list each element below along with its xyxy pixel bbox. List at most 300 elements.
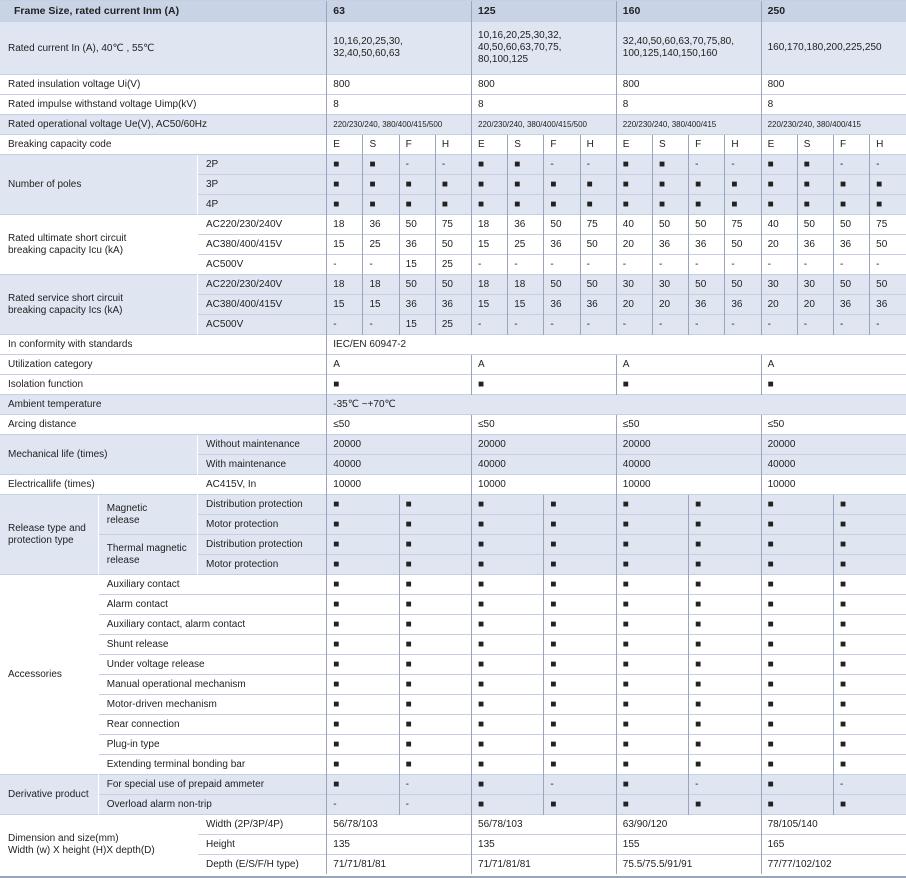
code-cell: ■ [327, 155, 363, 175]
table-row [0, 495, 906, 515]
frame-value: 135 [327, 835, 472, 855]
mark-cell: ■ [327, 615, 399, 635]
mark-cell: ■ [327, 655, 399, 675]
code-cell: 75 [580, 215, 616, 235]
code-cell: ■ [544, 195, 580, 215]
table-row [0, 335, 906, 355]
code-cell: - [833, 155, 869, 175]
code-cell: E [472, 135, 508, 155]
code-cell: 30 [761, 275, 797, 295]
mark-cell: ■ [689, 675, 761, 695]
code-cell: 50 [725, 275, 761, 295]
mark-cell: ■ [761, 575, 833, 595]
code-cell: - [870, 155, 906, 175]
mark-cell: ■ [833, 635, 906, 655]
mark-cell: ■ [327, 595, 399, 615]
mark-cell: ■ [399, 675, 471, 695]
sub-label: AC500V [198, 255, 327, 275]
code-cell: 36 [399, 295, 435, 315]
frame-value: 56/78/103 [327, 815, 472, 835]
mark-cell: ■ [761, 655, 833, 675]
code-cell: ■ [833, 175, 869, 195]
code-cell: E [327, 135, 363, 155]
code-cell: - [725, 315, 761, 335]
mark-cell: ■ [689, 755, 761, 775]
table-header-title: Frame Size, rated current Inm (A) [0, 1, 327, 22]
table-row [0, 595, 906, 615]
code-cell: ■ [652, 155, 688, 175]
mark-cell: ■ [544, 635, 616, 655]
mark-cell: ■ [833, 655, 906, 675]
code-cell: - [870, 255, 906, 275]
sub-label: Extending terminal bonding bar [98, 755, 327, 775]
frame-value: 63/90/120 [616, 815, 761, 835]
code-cell: ■ [399, 175, 435, 195]
frame-value: ■ [761, 375, 906, 395]
code-cell: - [870, 315, 906, 335]
mark-cell: ■ [472, 495, 544, 515]
row-label: Rated insulation voltage Ui(V) [0, 75, 327, 95]
mark-cell: ■ [472, 655, 544, 675]
table-row [0, 755, 906, 775]
code-cell: 36 [435, 295, 471, 315]
code-cell: 15 [363, 295, 399, 315]
table-row [0, 135, 906, 155]
mark-cell: - [544, 775, 616, 795]
mark-cell: ■ [472, 535, 544, 555]
mark-cell: ■ [472, 575, 544, 595]
frame-value: ■ [327, 375, 472, 395]
code-cell: H [580, 135, 616, 155]
mark-cell: ■ [544, 495, 616, 515]
rated-current-value: 10,16,20,25,30,32, 40,50,60,63,70,75, 80,100,125 [472, 22, 617, 75]
mark-cell: ■ [472, 635, 544, 655]
frame-value: 75.5/75.5/91/91 [616, 855, 761, 875]
mark-cell: ■ [833, 795, 906, 815]
mark-cell: ■ [833, 715, 906, 735]
code-cell: ■ [580, 195, 616, 215]
mark-cell: ■ [327, 635, 399, 655]
frame-value: A [327, 355, 472, 375]
code-cell: ■ [761, 155, 797, 175]
code-cell: ■ [327, 175, 363, 195]
code-cell: - [544, 315, 580, 335]
code-cell: ■ [616, 155, 652, 175]
frame-header: 160 [616, 1, 761, 22]
mark-cell: ■ [544, 715, 616, 735]
frame-value: 800 [616, 75, 761, 95]
mark-cell: ■ [689, 495, 761, 515]
code-cell: 50 [833, 275, 869, 295]
sub-label: Plug-in type [98, 735, 327, 755]
mark-cell: ■ [761, 715, 833, 735]
code-cell: 25 [435, 255, 471, 275]
code-cell: 15 [472, 235, 508, 255]
table-row [0, 635, 906, 655]
code-cell: 30 [652, 275, 688, 295]
code-cell: ■ [797, 195, 833, 215]
code-cell: 30 [797, 275, 833, 295]
mark-cell: ■ [399, 495, 471, 515]
mark-cell: ■ [544, 695, 616, 715]
ambient-value: -35℃ ~+70℃ [327, 395, 906, 415]
standards-value: IEC/EN 60947-2 [327, 335, 906, 355]
code-cell: - [725, 255, 761, 275]
mark-cell: - [327, 795, 399, 815]
frame-value: ≤50 [761, 415, 906, 435]
code-cell: - [797, 255, 833, 275]
sub-label: Alarm contact [98, 595, 327, 615]
sub-label: AC415V, In [198, 475, 327, 495]
row-label: Rated ultimate short circuit breaking capacity Icu (kA) [0, 215, 198, 275]
code-cell: 36 [580, 295, 616, 315]
rated-current-value: 32,40,50,60,63,70,75,80, 100,125,140,150,160 [616, 22, 761, 75]
sub-label: Auxiliary contact [98, 575, 327, 595]
mark-cell: ■ [689, 635, 761, 655]
mark-cell: ■ [544, 795, 616, 815]
table-row [0, 275, 906, 295]
frame-header: 125 [472, 1, 617, 22]
code-cell: - [689, 155, 725, 175]
table-row [0, 435, 906, 455]
sub-label: AC220/230/240V [198, 215, 327, 235]
code-cell: 15 [399, 255, 435, 275]
code-cell: ■ [725, 175, 761, 195]
code-cell: 50 [689, 215, 725, 235]
mark-cell: - [399, 775, 471, 795]
row-label: Electricallife (times) [0, 475, 198, 495]
mark-cell: ■ [399, 575, 471, 595]
code-cell: H [435, 135, 471, 155]
frame-value: 800 [761, 75, 906, 95]
sub-label: Overload alarm non-trip [98, 795, 327, 815]
row-label: Utilization category [0, 355, 327, 375]
table-row [0, 775, 906, 795]
mark-cell: ■ [544, 555, 616, 575]
mark-cell: - [399, 795, 471, 815]
code-cell: 50 [870, 275, 906, 295]
code-cell: 15 [508, 295, 544, 315]
sub-label: Shunt release [98, 635, 327, 655]
code-cell: - [508, 255, 544, 275]
frame-value: 135 [472, 835, 617, 855]
code-cell: ■ [363, 155, 399, 175]
mark-cell: ■ [472, 695, 544, 715]
code-cell: - [580, 155, 616, 175]
code-cell: 50 [435, 275, 471, 295]
mark-cell: ■ [327, 535, 399, 555]
mark-cell: ■ [833, 515, 906, 535]
code-cell: ■ [472, 195, 508, 215]
table-row [0, 395, 906, 415]
mark-cell: ■ [399, 755, 471, 775]
frame-value: 20000 [616, 435, 761, 455]
code-cell: 50 [797, 215, 833, 235]
table-row [0, 735, 906, 755]
mark-cell: ■ [833, 675, 906, 695]
frame-value: 220/230/240, 380/400/415 [761, 115, 906, 135]
code-cell: - [363, 255, 399, 275]
code-cell: 36 [544, 295, 580, 315]
mark-cell: ■ [399, 655, 471, 675]
sub-label: Distribution protection [198, 535, 327, 555]
code-cell: 20 [797, 295, 833, 315]
mark-cell: ■ [616, 795, 688, 815]
mark-cell: ■ [761, 755, 833, 775]
code-cell: ■ [472, 155, 508, 175]
mark-cell: ■ [544, 735, 616, 755]
sub-label: Without maintenance [198, 435, 327, 455]
code-cell: ■ [508, 175, 544, 195]
frame-value: ≤50 [327, 415, 472, 435]
mark-cell: ■ [544, 595, 616, 615]
mark-cell: ■ [616, 715, 688, 735]
code-cell: - [363, 315, 399, 335]
table-row [0, 715, 906, 735]
frame-value: 40000 [761, 455, 906, 475]
sub-label: Motor protection [198, 515, 327, 535]
code-cell: ■ [761, 195, 797, 215]
mark-cell: ■ [472, 775, 544, 795]
code-cell: - [797, 315, 833, 335]
code-cell: F [833, 135, 869, 155]
mark-cell: ■ [833, 575, 906, 595]
code-cell: H [725, 135, 761, 155]
mark-cell: ■ [616, 495, 688, 515]
mark-cell: ■ [616, 755, 688, 775]
mark-cell: ■ [616, 535, 688, 555]
mark-cell: ■ [833, 755, 906, 775]
mark-cell: ■ [544, 535, 616, 555]
mark-cell: ■ [833, 555, 906, 575]
mark-cell: ■ [327, 675, 399, 695]
mark-cell: ■ [616, 575, 688, 595]
code-cell: - [833, 315, 869, 335]
table-row [0, 695, 906, 715]
mark-cell: ■ [616, 655, 688, 675]
table-row [0, 675, 906, 695]
code-cell: - [616, 315, 652, 335]
sub-label: Width (2P/3P/4P) [198, 815, 327, 835]
mark-cell: ■ [327, 755, 399, 775]
frame-value: 10000 [616, 475, 761, 495]
row-label: In conformity with standards [0, 335, 327, 355]
frame-value: 40000 [472, 455, 617, 475]
code-cell: 18 [508, 275, 544, 295]
code-cell: 20 [761, 235, 797, 255]
frame-value: ≤50 [472, 415, 617, 435]
table-row [0, 615, 906, 635]
code-cell: 20 [616, 235, 652, 255]
mark-cell: ■ [616, 595, 688, 615]
mark-cell: ■ [761, 615, 833, 635]
sub-label: Depth (E/S/F/H type) [198, 855, 327, 875]
frame-value: 220/230/240, 380/400/415/500 [327, 115, 472, 135]
code-cell: - [508, 315, 544, 335]
code-cell: S [797, 135, 833, 155]
code-cell: - [580, 255, 616, 275]
table-row [0, 655, 906, 675]
code-cell: 36 [363, 215, 399, 235]
code-cell: 50 [544, 215, 580, 235]
frame-value: 8 [616, 95, 761, 115]
code-cell: 15 [327, 295, 363, 315]
mark-cell: ■ [616, 515, 688, 535]
frame-value: 20000 [761, 435, 906, 455]
table-row [0, 1, 906, 22]
mark-cell: ■ [327, 515, 399, 535]
code-cell: 20 [652, 295, 688, 315]
code-cell: 18 [472, 275, 508, 295]
mark-cell: ■ [616, 775, 688, 795]
code-cell: ■ [616, 195, 652, 215]
mark-cell: ■ [761, 555, 833, 575]
code-cell: 40 [761, 215, 797, 235]
mark-cell: ■ [327, 715, 399, 735]
code-cell: S [363, 135, 399, 155]
mark-cell: ■ [689, 535, 761, 555]
code-cell: 75 [435, 215, 471, 235]
release-group-label: Magnetic release [98, 495, 197, 535]
code-cell: F [544, 135, 580, 155]
mark-cell: ■ [616, 635, 688, 655]
code-cell: 50 [833, 215, 869, 235]
code-cell: ■ [363, 195, 399, 215]
code-cell: ■ [652, 175, 688, 195]
mark-cell: ■ [761, 735, 833, 755]
mark-cell: ■ [761, 695, 833, 715]
mark-cell: ■ [472, 715, 544, 735]
code-cell: H [870, 135, 906, 155]
code-cell: - [435, 155, 471, 175]
frame-value: 220/230/240, 380/400/415/500 [472, 115, 617, 135]
mark-cell: ■ [327, 695, 399, 715]
code-cell: 40 [616, 215, 652, 235]
code-cell: 20 [761, 295, 797, 315]
sub-label: AC380/400/415V [198, 235, 327, 255]
code-cell: 36 [399, 235, 435, 255]
code-cell: - [689, 315, 725, 335]
mark-cell: ■ [544, 575, 616, 595]
mark-cell: ■ [327, 495, 399, 515]
mark-cell: ■ [472, 795, 544, 815]
row-label: Release type and protection type [0, 495, 98, 575]
frame-value: 155 [616, 835, 761, 855]
code-cell: 25 [508, 235, 544, 255]
row-label: Arcing distance [0, 415, 327, 435]
code-cell: 75 [725, 215, 761, 235]
sub-label: For special use of prepaid ammeter [98, 775, 327, 795]
mark-cell: ■ [761, 515, 833, 535]
mark-cell: ■ [616, 675, 688, 695]
code-cell: 30 [616, 275, 652, 295]
code-cell: 15 [472, 295, 508, 315]
mark-cell: ■ [833, 595, 906, 615]
code-cell: ■ [472, 175, 508, 195]
mark-cell: ■ [761, 495, 833, 515]
mark-cell: ■ [689, 715, 761, 735]
sub-label: AC380/400/415V [198, 295, 327, 315]
code-cell: ■ [797, 155, 833, 175]
frame-header: 250 [761, 1, 906, 22]
code-cell: ■ [580, 175, 616, 195]
code-cell: S [652, 135, 688, 155]
mark-cell: ■ [761, 775, 833, 795]
mark-cell: ■ [833, 495, 906, 515]
code-cell: - [725, 155, 761, 175]
code-cell: ■ [616, 175, 652, 195]
mark-cell: ■ [472, 555, 544, 575]
sub-label: 4P [198, 195, 327, 215]
mark-cell: ■ [544, 675, 616, 695]
rated-current-value: 10,16,20,25,30, 32,40,50,60,63 [327, 22, 472, 75]
frame-value: 10000 [472, 475, 617, 495]
mark-cell: ■ [472, 735, 544, 755]
mark-cell: ■ [399, 555, 471, 575]
row-label: Rated operational voltage Ue(V), AC50/60Hz [0, 115, 327, 135]
code-cell: 36 [725, 295, 761, 315]
frame-value: 20000 [472, 435, 617, 455]
code-cell: ■ [363, 175, 399, 195]
table-row [0, 535, 906, 555]
code-cell: F [689, 135, 725, 155]
code-cell: ■ [652, 195, 688, 215]
mark-cell: ■ [399, 515, 471, 535]
mark-cell: ■ [833, 735, 906, 755]
frame-value: 800 [327, 75, 472, 95]
mark-cell: ■ [472, 675, 544, 695]
mark-cell: ■ [616, 695, 688, 715]
code-cell: ■ [833, 195, 869, 215]
frame-value: A [616, 355, 761, 375]
mark-cell: ■ [472, 515, 544, 535]
code-cell: - [327, 315, 363, 335]
frame-value: 10000 [327, 475, 472, 495]
mark-cell: ■ [616, 615, 688, 635]
code-cell: S [508, 135, 544, 155]
frame-value: 8 [327, 95, 472, 115]
sub-label: AC220/230/240V [198, 275, 327, 295]
code-cell: 36 [508, 215, 544, 235]
code-cell: ■ [870, 175, 906, 195]
table-row [0, 115, 906, 135]
mark-cell: ■ [689, 555, 761, 575]
code-cell: 50 [399, 275, 435, 295]
table-row [0, 355, 906, 375]
code-cell: - [833, 255, 869, 275]
sub-label: AC500V [198, 315, 327, 335]
code-cell: 18 [327, 215, 363, 235]
mark-cell: ■ [327, 575, 399, 595]
table-row [0, 215, 906, 235]
code-cell: - [652, 255, 688, 275]
frame-value: ■ [472, 375, 617, 395]
table-row [0, 475, 906, 495]
code-cell: ■ [508, 195, 544, 215]
mark-cell: ■ [833, 615, 906, 635]
table-row [0, 75, 906, 95]
frame-value: 40000 [327, 455, 472, 475]
mark-cell: ■ [761, 535, 833, 555]
code-cell: 18 [472, 215, 508, 235]
row-label: Rated service short circuit breaking capacity Ics (kA) [0, 275, 198, 335]
code-cell: F [399, 135, 435, 155]
code-cell: - [472, 315, 508, 335]
code-cell: ■ [508, 155, 544, 175]
mark-cell: ■ [399, 635, 471, 655]
mark-cell: ■ [399, 615, 471, 635]
code-cell: E [616, 135, 652, 155]
